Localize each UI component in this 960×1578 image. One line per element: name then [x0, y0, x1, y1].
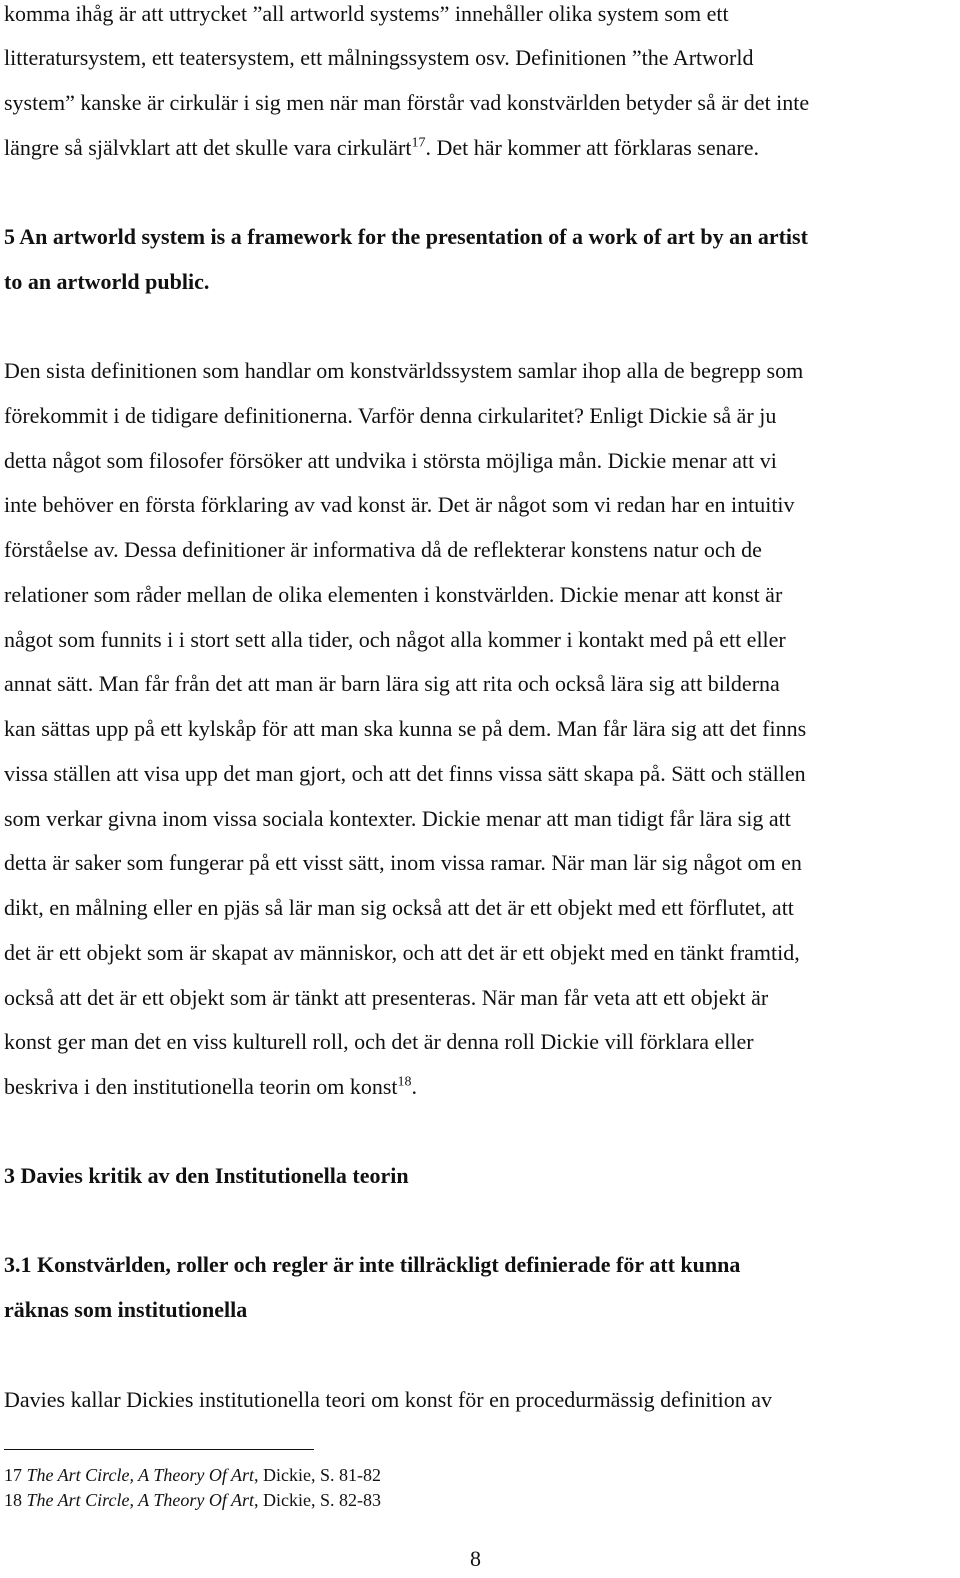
text-line: något som funnits i i stort sett alla tider, och något alla kommer i kontakt med på ett eller	[4, 627, 786, 652]
footnote-source: , Dickie, S. 81-82	[254, 1465, 381, 1485]
definition-line: to an artworld public.	[4, 269, 210, 294]
definition-line: 5 An artworld system is a framework for the presentation of a work of art by an artist	[4, 224, 808, 249]
text-line: annat sätt. Man får från det att man är barn lära sig att rita och också lära sig att bilderna	[4, 671, 780, 696]
subsection-heading: 3.1 Konstvärlden, roller och regler är inte tillräckligt definierade för att kunna	[4, 1252, 741, 1277]
text-line: vissa ställen att visa upp det man gjort, och att det finns vissa sätt skapa på. Sätt och ställen	[4, 761, 806, 786]
text-line: detta något som filosofer försöker att undvika i största möjliga mån. Dickie menar att vi	[4, 448, 777, 473]
text-line: litteratursystem, ett teatersystem, ett målningssystem osv. Definitionen ”the Artworld	[4, 45, 754, 70]
footnote-number: 18	[4, 1490, 22, 1510]
text-line: som verkar givna inom vissa sociala kontexter. Dickie menar att man tidigt får lära sig att	[4, 806, 791, 831]
text-line: komma ihåg är att uttrycket ”all artworld systems” innehåller olika system som ett	[4, 1, 729, 26]
footnote-number: 17	[4, 1465, 22, 1485]
footnote-title: The Art Circle, A Theory Of Art	[26, 1465, 255, 1485]
text-line	[4, 134, 759, 162]
text-line: konst ger man det en viss kulturell roll, och det är denna roll Dickie vill förklara eller	[4, 1029, 754, 1054]
footnote-ref: 18	[397, 1074, 412, 1090]
text-line: kan sättas upp på ett kylskåp för att man ska kunna se på dem. Man får lära sig att det finns	[4, 716, 807, 741]
text-line: Davies kallar Dickies institutionella teori om konst för en procedurmässig definition av	[4, 1387, 772, 1412]
text-line: inte behöver en första förklaring av vad konst är. Det är något som vi redan har en intuitiv	[4, 492, 795, 517]
footnote-source: , Dickie, S. 82-83	[254, 1490, 381, 1510]
text-line: förståelse av. Dessa definitioner är informativa då de reflekterar konstens natur och de	[4, 537, 762, 562]
footnote-ref: 17	[411, 135, 426, 151]
subsection-heading: räknas som institutionella	[4, 1297, 248, 1322]
text-span: längre så självklart att det skulle vara cirkulärt	[4, 135, 412, 160]
footnote-title: The Art Circle, A Theory Of Art	[26, 1490, 255, 1510]
text-span: . Det här kommer att förklaras senare.	[425, 135, 759, 160]
text-line: också att det är ett objekt som är tänkt att presenteras. När man får veta att ett objekt är	[4, 985, 769, 1010]
text-line: förekommit i de tidigare definitionerna. Varför denna cirkularitet? Enligt Dickie så är ju	[4, 403, 777, 428]
text-line: detta är saker som fungerar på ett visst sätt, inom vissa ramar. När man lär sig något om en	[4, 850, 802, 875]
text-line: det är ett objekt som är skapat av människor, och att det är ett objekt med en tänkt framtid,	[4, 940, 800, 965]
text-line: relationer som råder mellan de olika elementen i konstvärlden. Dickie menar att konst är	[4, 582, 783, 607]
page-number: 8	[470, 1546, 481, 1571]
footnote	[4, 1489, 381, 1511]
text-span: .	[411, 1074, 417, 1099]
text-line: system” kanske är cirkulär i sig men när man förstår vad konstvärlden betyder så är det inte	[4, 90, 810, 115]
text-line: dikt, en målning eller en pjäs så lär man sig också att det är ett objekt med ett förflutet, att	[4, 895, 794, 920]
text-span: beskriva i den institutionella teorin om konst	[4, 1074, 398, 1099]
text-line: Den sista definitionen som handlar om konstvärldssystem samlar ihop alla de begrepp som	[4, 358, 804, 383]
footnote-divider	[4, 1449, 314, 1450]
footnote	[4, 1464, 381, 1486]
section-heading: 3 Davies kritik av den Institutionella teorin	[4, 1163, 409, 1188]
text-line	[4, 1073, 417, 1101]
